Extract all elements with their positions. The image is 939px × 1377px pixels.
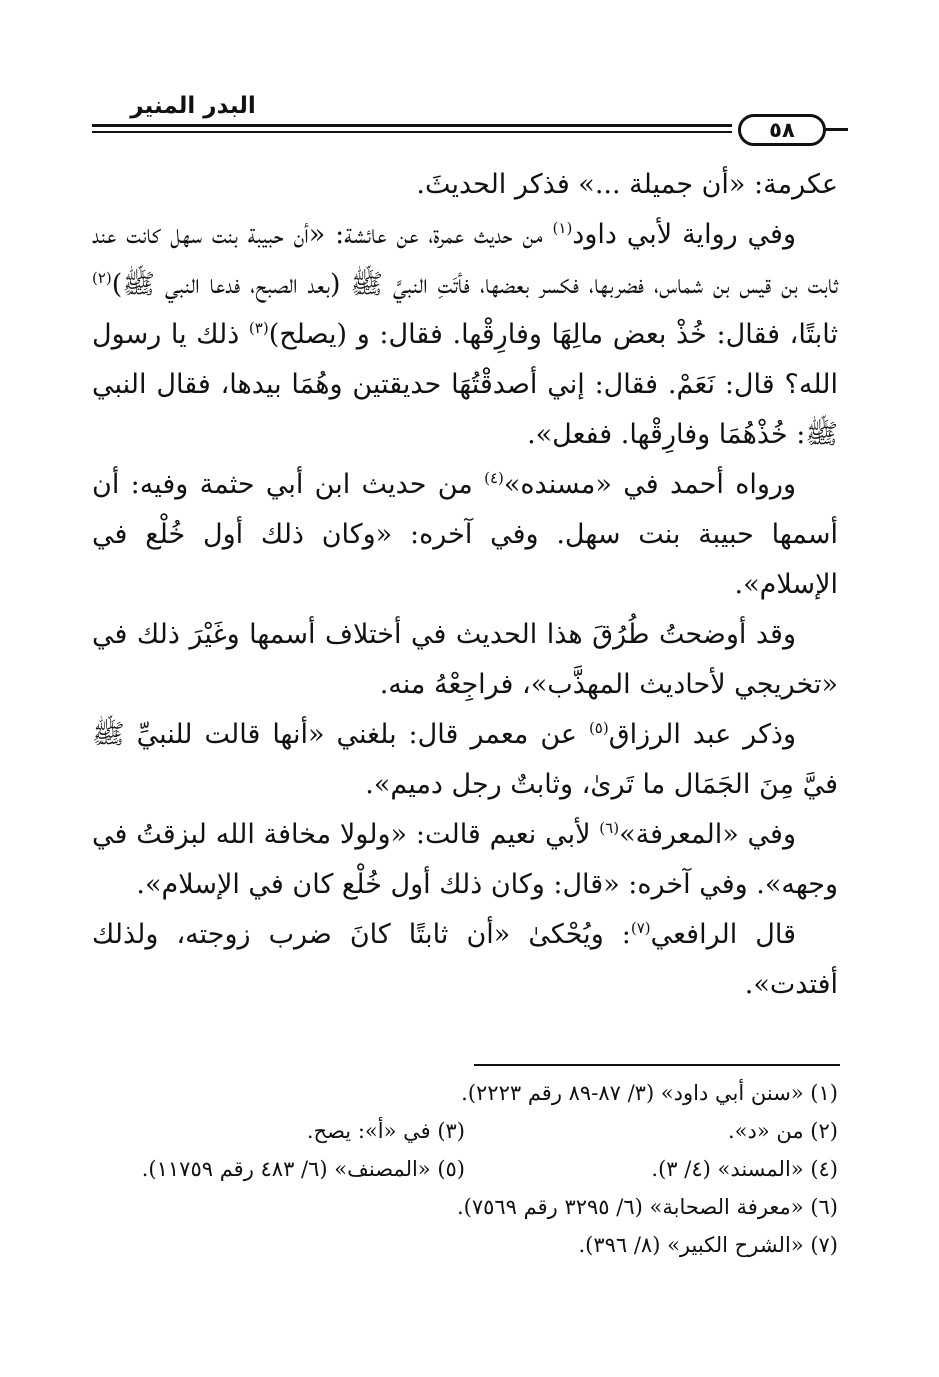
footnote-ref: (٢) bbox=[92, 269, 112, 287]
page-number: ٥٨ bbox=[738, 114, 826, 146]
footnote: (٦) «معرفة الصحابة» (٦/ ٣٢٩٥ رقم ٧٥٦٩). bbox=[456, 1195, 838, 1219]
main-text bbox=[92, 160, 838, 1010]
paragraph: قال الرافعي$^{(٧)}$: ويُحْكىٰ «أن ثابتًا كانَ ضرب زوجته، ولذلك أفتدت». bbox=[92, 919, 838, 1000]
footnote-ref: (٦) bbox=[599, 819, 620, 837]
header-rule-thin bbox=[92, 131, 732, 133]
page-number-tail-rule bbox=[826, 128, 848, 131]
footnotes bbox=[92, 1074, 838, 1264]
footnote-ref: (٧) bbox=[630, 919, 651, 937]
footnote: (٥) «المصنف» (٦/ ٤٨٣ رقم ١١٧٥٩). bbox=[141, 1157, 465, 1181]
footnote: (٣) في «أ»: يصح. bbox=[306, 1119, 465, 1143]
footnote-ref: (١) bbox=[552, 219, 573, 237]
footnote: (٢) من «د». bbox=[728, 1119, 838, 1143]
paragraph: وفي رواية لأبي داود$^{(١)}$ من حديث عمرة، عن عائشة: «أن حبيبة بنت سهل كانت عند ثابت بن قيس بن شماس، فضربها، فكسر بعضها، فأتَتِ النبيَّ ﷺ (بعد الصبح، فدعا النبي ﷺ)$^{(٢)}$ ثابتًا، فقال: خُذْ بعض مالِهَا وفارِقْها. فقال: و (يصلح)$^{(٣)}$ ذلك يا رسول الله؟ قال: نَعَمْ. فقال: إني أصدقْتُهَا حديقتين وهُمَا بيدها، فقال النبي ﷺ: خُذْهُمَا وفارِقْها. ففعل». bbox=[92, 219, 838, 450]
paragraph: وقد أوضحتُ طُرُقَ هذا الحديث في أختلاف أسمها وغَيْرَ ذلك في «تخريجي لأحاديث المهذَّب»، فراجِعْهُ منه. bbox=[92, 619, 838, 700]
running-header-title: البدر المنير bbox=[130, 93, 256, 119]
paragraph: وذكر عبد الرزاق$^{(٥)}$ عن معمر قال: بلغني «أنها قالت للنبيِّ ﷺ فيَّ مِنَ الجَمَال ما تَرىٰ، وثابتٌ رجل دميم». bbox=[92, 719, 838, 800]
footnote: (٤) «المسند» (٤/ ٣). bbox=[651, 1157, 838, 1181]
paragraph: وفي «المعرفة»$^{(٦)}$ لأبي نعيم قالت: «ولولا مخافة الله لبزقتُ في وجهه». وفي آخره: «قال: وكان ذلك أول خُلْع كان في الإسلام». bbox=[92, 819, 838, 900]
footnote: (١) «سنن أبي داود» (٣/ ٨٧-٨٩ رقم ٢٢٢٣). bbox=[461, 1081, 838, 1105]
footnote: (٧) «الشرح الكبير» (٨/ ٣٩٦). bbox=[578, 1233, 838, 1257]
header-rule bbox=[92, 124, 732, 127]
paragraph: عكرمة: «أن جميلة ...» فذكر الحديثَ. bbox=[416, 169, 838, 200]
footnote-ref: (٣) bbox=[248, 319, 269, 337]
footnote-ref: (٥) bbox=[588, 719, 609, 737]
paragraph: ورواه أحمد في «مسنده»$^{(٤)}$ من حديث ابن أبي حثمة وفيه: أن أسمها حبيبة بنت سهل. وفي آخره: «وكان ذلك أول خُلْع في الإسلام». bbox=[92, 469, 838, 600]
footnote-separator bbox=[474, 1064, 840, 1066]
footnote-ref: (٤) bbox=[484, 469, 504, 487]
